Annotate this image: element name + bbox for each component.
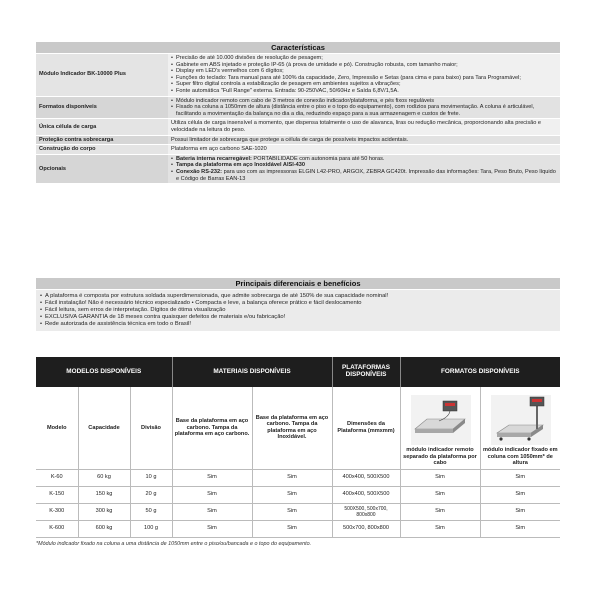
cell-modelo: K-150 — [36, 486, 78, 503]
scale-remote-image — [403, 389, 478, 447]
header-formatos: FORMATOS DISPONÍVEIS — [400, 357, 560, 387]
spec-item: • Gabinete em ABS injetado e proteção IP-65 (à prova de umidade e pó). Construção robusta, com tamanho maior; — [171, 62, 557, 69]
spec-key: Construção do corpo — [36, 145, 168, 155]
list-item: • Fácil instalação! Não é necessário técnico especializado • Compacta e leve, a balança oferece prático e fácil deslocamento — [40, 300, 556, 307]
scale-column-image — [483, 389, 559, 447]
footnote: *Módulo indicador fixado na coluna a uma distância de 1050mm entre o piso/ou/bancada e o topo do equipamento. — [36, 541, 312, 547]
cell-modelo: K-60 — [36, 469, 78, 486]
column-scale-icon — [489, 393, 551, 445]
header-plataformas: PLATAFORMAS DISPONÍVEIS — [332, 357, 400, 387]
list-item: • EXCLUSIVA GARANTIA de 18 meses contra quaisquer defeitos de materiais e/ou fabricação! — [40, 314, 556, 321]
cell-material-inox: Sim — [252, 520, 332, 537]
spec-item: • Fixado na coluna a 1050mm de altura (distância entre o piso e o topo do equipamento), com rodízios para movimentação. A coluna é articulável, facilitando a movimentação da balança no dia a dia, reduzindo espaço para a sua armazenagem e custos de frete. — [171, 104, 557, 117]
col-material-inox: Base da plataforma em aço carbono. Tampa da plataforma em aço Inoxidável. — [252, 387, 332, 469]
option-name: Bateria interna recarregável: — [176, 155, 252, 162]
spec-item: • Display em LED's vermelhos com 6 dígitos; — [171, 68, 557, 75]
col-formato-remoto — [400, 387, 480, 469]
list-item: • Fácil leitura, sem erros de interpretação. Dígitos de ótima visualização — [40, 307, 556, 314]
spec-item: • Super filtro digital controla a estabilização de pesagem em ambientes sujeitos a vibrações; — [171, 81, 557, 88]
spec-table — [36, 54, 560, 184]
col-dimensoes: Dimensões da Plataforma (mmxmm) — [332, 387, 400, 469]
cell-formato-coluna: Sim — [480, 503, 560, 520]
cell-dimensoes: 400x400, 500X500 — [332, 486, 400, 503]
spec-value: Utiliza célula de carga insensível a momento, que dispensa totalmente o uso de alavanca, liras ou redução mecânica, proporcionando alta precisão e velocidade na leitura do peso. — [168, 119, 560, 135]
spec-item: • Precisão de até 10.000 divisões de resolução de pesagem; — [171, 55, 557, 62]
table-row — [36, 520, 560, 537]
spec-row — [36, 145, 560, 155]
formato-coluna-label: módulo indicador fixado em coluna com 1050mm* de altura — [482, 447, 558, 467]
spec-row — [36, 135, 560, 145]
header-materiais: MATERIAIS DISPONÍVEIS — [172, 357, 332, 387]
col-formato-coluna — [480, 387, 560, 469]
header-modelos: MODELOS DISPONÍVEIS — [36, 357, 172, 387]
col-capacidade: Capacidade — [78, 387, 130, 469]
cell-material-inox: Sim — [252, 503, 332, 520]
spec-key: Formatos disponíveis — [36, 96, 168, 119]
cell-modelo: K-600 — [36, 520, 78, 537]
spec-row — [36, 96, 560, 119]
spec-item: • Módulo indicador remoto com cabo de 3 metros de conexão indicador/plataforma, e pés fixos reguláveis — [171, 98, 557, 105]
option-name: Tampa da plataforma em aço Inoxidável AISI-430 — [176, 162, 306, 169]
cell-formato-coluna: Sim — [480, 486, 560, 503]
spec-item — [171, 169, 557, 182]
table-header-row — [36, 357, 560, 387]
cell-capacidade: 60 kg — [78, 469, 130, 486]
spec-key: Proteção contra sobrecarga — [36, 135, 168, 145]
cell-formato-remoto: Sim — [400, 469, 480, 486]
col-modelo: Modelo — [36, 387, 78, 469]
formato-remoto-label: módulo indicador remoto separado da plataforma por cabo — [403, 447, 477, 467]
option-desc: PORTABILIDADE com autonomia para até 50 horas. — [251, 155, 385, 162]
cell-formato-coluna: Sim — [480, 469, 560, 486]
cell-dimensoes: 500x700, 800x800 — [332, 520, 400, 537]
spec-row — [36, 54, 560, 96]
table-row — [36, 469, 560, 486]
spec-key: Única célula de carga — [36, 119, 168, 135]
models-table — [36, 357, 560, 538]
cell-material-carbono: Sim — [172, 486, 252, 503]
spec-item: • Fonte automática "Full Range" externa. Entrada: 90-250VAC, 50/60Hz e Saída 6,8V/1,5A. — [171, 88, 557, 95]
spec-item — [171, 156, 557, 163]
option-desc: para uso com as impressoras ELGIN L42-PRO, ARGOX, ZEBRA GC420t. Impressão das informações: Tara, Peso Bruto, Peso líquido e Código de Barras EAN-13 — [176, 168, 556, 182]
cell-divisao: 50 g — [130, 503, 172, 520]
list-item: • Rede autorizada de assistência técnica em todo o Brasil! — [40, 321, 556, 328]
cell-dimensoes: 500X500, 500x700, 800x800 — [332, 503, 400, 520]
cell-material-carbono: Sim — [172, 520, 252, 537]
cell-material-carbono: Sim — [172, 469, 252, 486]
cell-material-carbono: Sim — [172, 503, 252, 520]
cell-divisao: 20 g — [130, 486, 172, 503]
cell-formato-coluna: Sim — [480, 520, 560, 537]
spec-row — [36, 119, 560, 135]
cell-dimensoes: 400x400, 500X500 — [332, 469, 400, 486]
spec-key: Módulo Indicador BK-10000 Plus — [36, 54, 168, 96]
table-row — [36, 486, 560, 503]
spec-item: • Funções do teclado: Tara manual para até 100% da capacidade, Zero, Impressão e Setas (para cima e para baixo) para Tara Programável; — [171, 75, 557, 82]
spec-item — [171, 162, 557, 169]
cell-divisao: 100 g — [130, 520, 172, 537]
col-divisao: Divisão — [130, 387, 172, 469]
diferenciais-list — [36, 290, 560, 331]
list-item: • A plataforma é composta por estrutura soldada superdimensionada, que admite sobrecarga de até 150% de sua capacidade nominal! — [40, 293, 556, 300]
spec-value — [168, 154, 560, 183]
spec-value — [168, 96, 560, 119]
cell-capacidade: 150 kg — [78, 486, 130, 503]
platform-scale-icon — [409, 393, 471, 445]
cell-capacidade: 600 kg — [78, 520, 130, 537]
diferenciais-title: Principais diferenciais e benefícios — [36, 278, 560, 289]
table-row — [36, 503, 560, 520]
cell-formato-remoto: Sim — [400, 520, 480, 537]
cell-material-inox: Sim — [252, 486, 332, 503]
cell-formato-remoto: Sim — [400, 503, 480, 520]
spec-value: Plataforma em aço carbono SAE-1020 — [168, 145, 560, 155]
cell-modelo: K-300 — [36, 503, 78, 520]
cell-material-inox: Sim — [252, 469, 332, 486]
spec-value — [168, 54, 560, 96]
cell-divisao: 10 g — [130, 469, 172, 486]
table-subheader-row — [36, 387, 560, 469]
option-name: Conexão RS-232: — [176, 168, 223, 175]
caracteristicas-title: Características — [36, 42, 560, 53]
col-material-carbono: Base da plataforma em aço carbono. Tampa da plataforma em aço carbono. — [172, 387, 252, 469]
cell-capacidade: 300 kg — [78, 503, 130, 520]
spec-key: Opcionais — [36, 154, 168, 183]
spec-value: Possui limitador de sobrecarga que protege a célula de carga de possíveis impactos acidentais. — [168, 135, 560, 145]
spec-row — [36, 154, 560, 183]
cell-formato-remoto: Sim — [400, 486, 480, 503]
